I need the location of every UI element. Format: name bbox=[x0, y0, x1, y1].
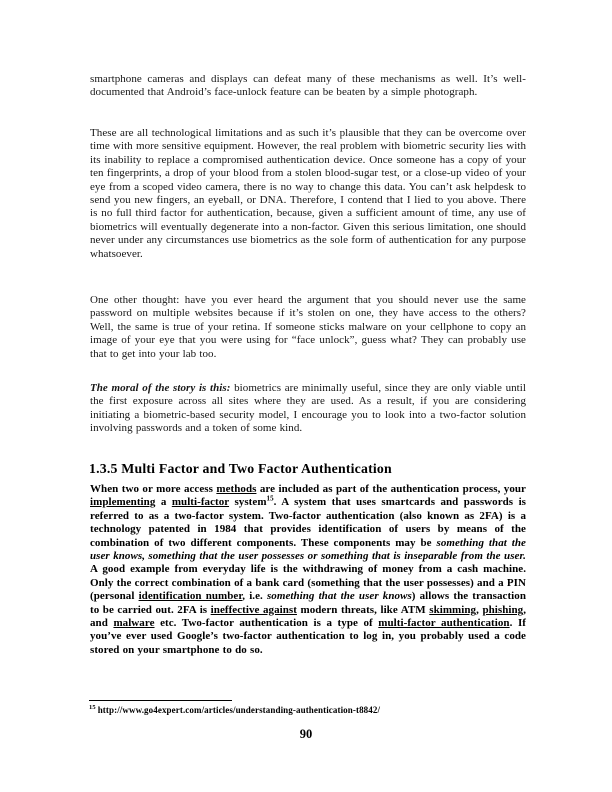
section-heading-multi-factor: 1.3.5 Multi Factor and Two Factor Authentication bbox=[89, 461, 392, 477]
page-number: 90 bbox=[299, 727, 313, 741]
paragraph-retina-reuse: One other thought: have you ever heard the argument that you should never use the same password on multiple websites because if it’s stolen on one, they have access to the others? Well, the same is true of your retina. If someone sticks malware on your cellphone to copy an image of your eye that you were using for “face unlock”, guess what? They can probably use that to get into your lab too. bbox=[90, 294, 526, 360]
paragraph-biometric-limitations: These are all technological limitations and as such it’s plausible that they can be overcome over time with more sensitive equipment. However, the real problem with biometric security lies with its inability to replace a compromised authentication device. Once someone has a copy of your ten fingerprints, a drop of your blood from a stolen blood-sugar test, or a close-up video of your eye from a scoped video camera, there is no way to change this data. You can’t ask helpdesk to send you new fingers, an eyeball, or DNA. Therefore, I contend that I lied to you above. There is no full third factor for authentication, because, given a sufficient amount of time, any use of biometrics will eventually degenerate into a non-factor. Given this serious limitation, one should never under any circumstances use biometrics as the sole form of authentication for any purpose whatsoever. bbox=[90, 127, 526, 260]
paragraph-two-factor-authentication: When two or more access methods are included as part of the authentication process, your implementing a multi-factor system$^{15}$. A system that uses smartcards and passwords is referred to as a two-factor system. Two-factor authentication (also known as 2FA) is a technology patented in 1984 that provides identification of users by means of the combination of two different components. These components may be something that the user knows, something that the user possesses or something that is inseparable from the user. A good example from everyday life is the withdrawing of money from a cash machine. Only the correct combination of a bank card (something that the user possesses) and a PIN (personal identification number, i.e. something that the user knows) allows the transaction to be carried out. 2FA is ineffective against modern threats, like ATM skimming, phishing, and malware etc. Two-factor authentication is a type of multi-factor authentication. If you’ve ever used Google’s two-factor authentication to log in, you probably used a code stored on your smartphone to do so. bbox=[90, 483, 527, 656]
footnote-url: http://www.go4expert.com/articles/understanding-authentication-t8842/ bbox=[97, 705, 381, 715]
footnote-separator bbox=[89, 700, 232, 701]
footnote-marker: 15 bbox=[89, 704, 96, 711]
footnote bbox=[89, 705, 525, 715]
paragraph-moral-of-story: The moral of the story is this: biometrics are minimally useful, since they are only viable until the first exposure across all sites where they are used. As a result, if you are considering initiating a biometric-based security model, I encourage you to look into a two-factor solution involving passwords and a token of some kind. bbox=[90, 382, 526, 435]
paragraph-face-unlock: smartphone cameras and displays can defeat many of these mechanisms as well. It’s well-documented that Android’s face-unlock feature can be beaten by a simple photograph. bbox=[90, 73, 526, 99]
